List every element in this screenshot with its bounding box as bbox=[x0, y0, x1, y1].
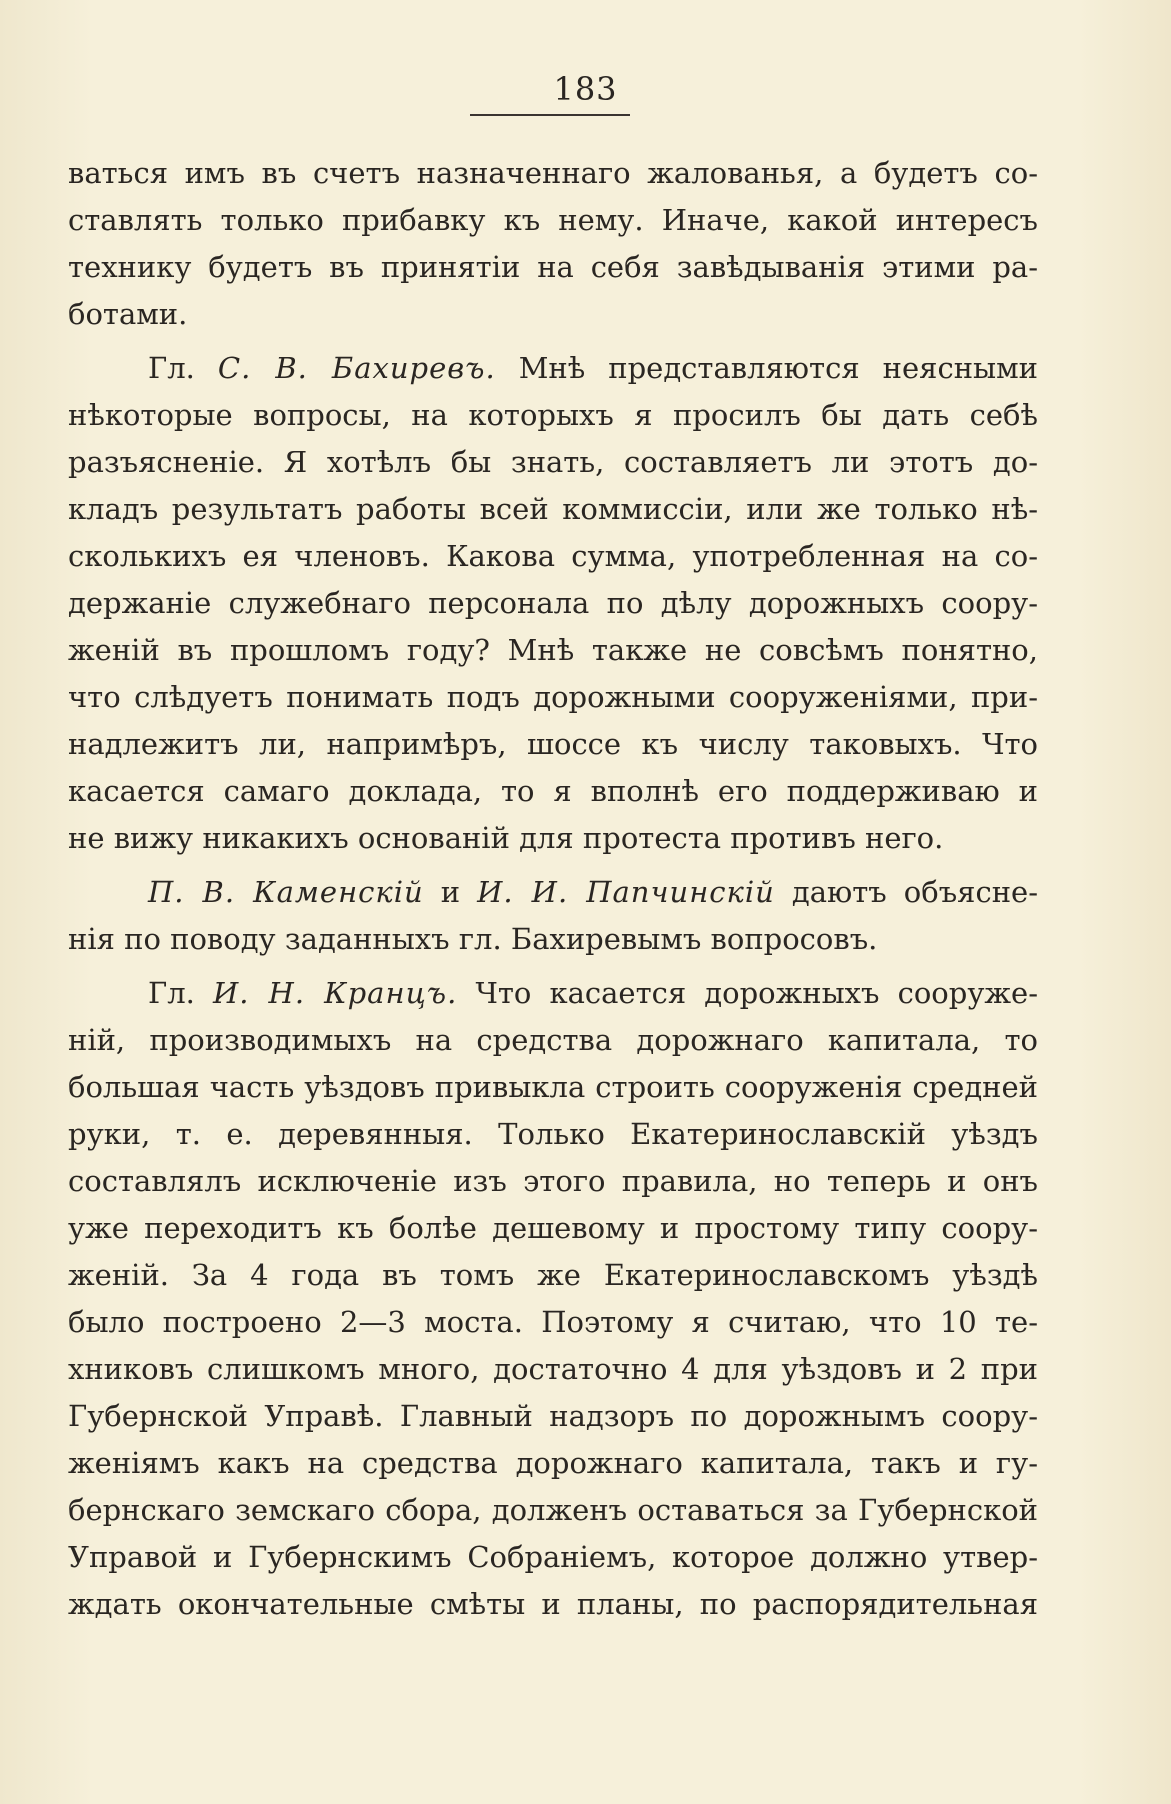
line-text: Гл. bbox=[148, 351, 218, 385]
text-line bbox=[68, 439, 1038, 486]
speaker-name: И. И. Папчинскій bbox=[477, 875, 775, 909]
line-text: технику будетъ въ принятіи на себя завѣдыванія этими ра- bbox=[68, 250, 1038, 284]
line-text: ждать окончательные смѣты и планы, по распорядительная bbox=[68, 1587, 1038, 1621]
line-text: составлялъ исключеніе изъ этого правила, но теперь и онъ bbox=[68, 1164, 1038, 1198]
line-text: Гл. bbox=[148, 976, 213, 1010]
text-line bbox=[68, 486, 1038, 533]
text-line bbox=[68, 768, 1038, 815]
text-line bbox=[68, 580, 1038, 627]
text-line bbox=[68, 1205, 1038, 1252]
text-line bbox=[68, 150, 1038, 197]
speaker-name: П. В. Каменскій bbox=[148, 875, 424, 909]
text-line bbox=[68, 1440, 1038, 1487]
line-text: бернскаго земскаго сбора, долженъ оставаться за Губернской bbox=[68, 1493, 1038, 1527]
line-text: женій. За 4 года въ томъ же Екатеринославскомъ уѣздѣ bbox=[68, 1258, 1038, 1292]
line-text: нія по поводу заданныхъ гл. Бахиревымъ вопросовъ. bbox=[68, 922, 878, 956]
line-text: хниковъ слишкомъ много, достаточно 4 для уѣздовъ и 2 при bbox=[68, 1352, 1038, 1386]
line-text: Управой и Губернскимъ Собраніемъ, которое должно утвер- bbox=[68, 1540, 1038, 1574]
speaker-name: И. Н. Кранцъ. bbox=[212, 976, 458, 1010]
text-line bbox=[68, 721, 1038, 768]
line-text: кладъ результатъ работы всей коммиссіи, или же только нѣ- bbox=[68, 492, 1038, 526]
line-text: нѣкоторые вопросы, на которыхъ я просилъ бы дать себѣ bbox=[68, 398, 1038, 432]
text-line bbox=[68, 916, 1038, 963]
paragraph bbox=[68, 970, 1038, 1628]
text-line bbox=[68, 1111, 1038, 1158]
line-text: Что касается дорожныхъ сооруже- bbox=[457, 976, 1039, 1010]
text-line bbox=[68, 392, 1038, 439]
header-rule bbox=[470, 114, 630, 116]
line-text: разъясненіе. Я хотѣлъ бы знать, составляетъ ли этотъ до- bbox=[68, 445, 1038, 479]
text-line bbox=[68, 815, 1038, 862]
paragraph bbox=[68, 345, 1038, 862]
line-text: ставлять только прибавку къ нему. Иначе, какой интересъ bbox=[68, 203, 1038, 237]
line-text: даютъ объясне- bbox=[774, 875, 1038, 909]
text-line bbox=[68, 197, 1038, 244]
text-line bbox=[68, 345, 1038, 392]
line-text: что слѣдуетъ понимать подъ дорожными сооруженіями, при- bbox=[68, 680, 1038, 714]
text-line bbox=[68, 1252, 1038, 1299]
text-line bbox=[68, 1064, 1038, 1111]
line-text: сколькихъ ея членовъ. Какова сумма, употребленная на со- bbox=[68, 539, 1038, 573]
body-text bbox=[68, 150, 1038, 1628]
text-line bbox=[68, 1346, 1038, 1393]
text-line bbox=[68, 1017, 1038, 1064]
line-text: женіямъ какъ на средства дорожнаго капитала, такъ и гу- bbox=[68, 1446, 1038, 1480]
text-line bbox=[68, 1534, 1038, 1581]
paragraph bbox=[68, 869, 1038, 963]
text-line bbox=[68, 291, 1038, 338]
line-text: было построено 2—3 моста. Поэтому я считаю, что 10 те- bbox=[68, 1305, 1038, 1339]
line-text: ботами. bbox=[68, 297, 188, 331]
paragraph bbox=[68, 150, 1038, 338]
line-text: уже переходитъ къ болѣе дешевому и простому типу соору- bbox=[68, 1211, 1038, 1245]
text-line bbox=[68, 627, 1038, 674]
text-line bbox=[68, 674, 1038, 721]
text-line bbox=[68, 244, 1038, 291]
line-text: большая часть уѣздовъ привыкла строить сооруженія средней bbox=[68, 1070, 1038, 1104]
line-text: женій въ прошломъ году? Мнѣ также не совсѣмъ понятно, bbox=[68, 633, 1038, 667]
text-line bbox=[68, 1581, 1038, 1628]
line-text: и bbox=[423, 875, 478, 909]
page-number: 183 bbox=[553, 70, 618, 108]
line-text: ній, производимыхъ на средства дорожнаго капитала, то bbox=[68, 1023, 1038, 1057]
text-line bbox=[68, 869, 1038, 916]
text-line bbox=[68, 1158, 1038, 1205]
text-line bbox=[68, 1487, 1038, 1534]
line-text: ваться имъ въ счетъ назначеннаго жалованья, а будетъ со- bbox=[68, 156, 1038, 190]
line-text: Мнѣ представляются неясными bbox=[495, 351, 1038, 385]
line-text: Губернской Управѣ. Главный надзоръ по дорожнымъ соору- bbox=[68, 1399, 1038, 1433]
text-line bbox=[68, 1393, 1038, 1440]
text-line bbox=[68, 970, 1038, 1017]
line-text: не вижу никакихъ основаній для протеста противъ него. bbox=[68, 821, 944, 855]
line-text: руки, т. е. деревянныя. Только Екатеринославскій уѣздъ bbox=[68, 1117, 1038, 1151]
line-text: касается самаго доклада, то я вполнѣ его поддерживаю и bbox=[68, 774, 1038, 808]
text-line bbox=[68, 1299, 1038, 1346]
line-text: надлежитъ ли, напримѣръ, шоссе къ числу таковыхъ. Что bbox=[68, 727, 1038, 761]
text-line bbox=[68, 533, 1038, 580]
speaker-name: С. В. Бахиревъ. bbox=[217, 351, 496, 385]
line-text: держаніе служебнаго персонала по дѣлу дорожныхъ соору- bbox=[68, 586, 1038, 620]
